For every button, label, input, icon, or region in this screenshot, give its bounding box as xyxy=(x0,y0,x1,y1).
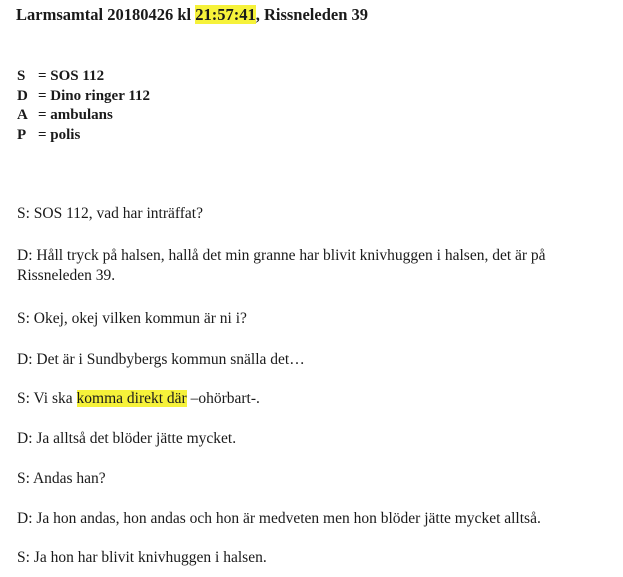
transcript-line: S: Andas han? xyxy=(17,470,106,487)
document-title xyxy=(16,5,368,25)
transcript-line: D: Ja hon andas, hon andas och hon är medveten men hon blöder jätte mycket alltså. xyxy=(17,510,541,527)
legend-key: S xyxy=(17,68,26,84)
transcript-line-highlighted xyxy=(17,389,260,409)
legend-row-a xyxy=(17,106,150,126)
speaker-legend xyxy=(17,67,150,145)
legend-row-s xyxy=(17,67,150,87)
legend-value: = ambulans xyxy=(38,107,113,123)
legend-value: = polis xyxy=(38,126,81,143)
title-prefix: Larmsamtal 20180426 kl xyxy=(16,5,196,24)
transcript-text: S: Vi ska xyxy=(17,390,77,407)
legend-value: = Dino ringer 112 xyxy=(38,87,151,104)
legend-row-d xyxy=(17,87,150,107)
title-suffix: , Rissneleden 39 xyxy=(255,5,369,24)
legend-row-p xyxy=(17,126,150,146)
transcript-line: D: Håll tryck på halsen, hallå det min granne har blivit knivhuggen i halsen, det är på xyxy=(17,247,546,264)
legend-value: = SOS 112 xyxy=(38,68,105,84)
transcript-text: –ohörbart-. xyxy=(186,390,260,407)
transcript-line: S: Ja hon har blivit knivhuggen i halsen. xyxy=(17,549,267,566)
transcript-line: Rissneleden 39. xyxy=(17,267,116,284)
transcript-line: D: Det är i Sundbybergs kommun snälla det… xyxy=(17,351,305,368)
transcript-line: S: Okej, okej vilken kommun är ni i? xyxy=(17,310,247,327)
title-time-highlight: 21:57:41 xyxy=(195,5,256,24)
transcript-line: D: Ja alltså det blöder jätte mycket. xyxy=(17,430,237,447)
legend-key: P xyxy=(17,126,27,143)
transcript-line: S: SOS 112, vad har inträffat? xyxy=(17,205,203,222)
legend-key: D xyxy=(17,87,28,104)
legend-key: A xyxy=(17,107,28,123)
transcript-highlight: komma direkt där xyxy=(76,390,187,407)
